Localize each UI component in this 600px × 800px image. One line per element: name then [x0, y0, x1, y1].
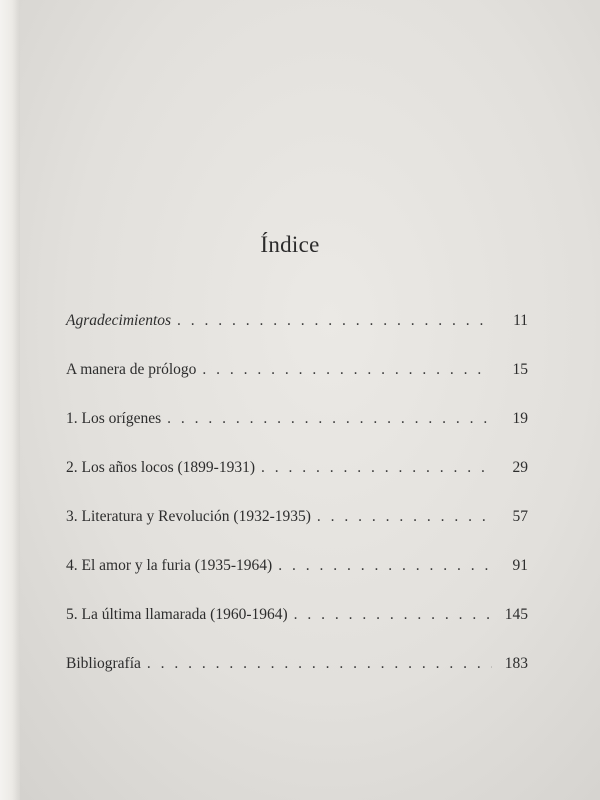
- toc-entry-chapter-5: [66, 606, 528, 655]
- toc-entry-prologo: [66, 361, 528, 410]
- table-of-contents: [66, 312, 528, 704]
- dot-leader: [202, 361, 492, 379]
- toc-entry-chapter-3: [66, 508, 528, 557]
- dot-leader: [177, 312, 492, 330]
- toc-entry-page: 29: [512, 459, 528, 476]
- toc-entry-page: 183: [504, 655, 528, 672]
- dot-leader: [261, 459, 492, 477]
- dot-leader: [167, 410, 492, 428]
- toc-entry-label: Agradecimientos: [66, 312, 172, 329]
- toc-entry-chapter-1: [66, 410, 528, 459]
- toc-entry-bibliografia: [66, 655, 528, 704]
- dot-leader: [317, 508, 492, 526]
- toc-entry-label: 4. El amor y la furia (1935-1964): [66, 557, 273, 574]
- toc-entry-page: 57: [512, 508, 528, 525]
- toc-entry-label: 3. Literatura y Revolución (1932-1935): [66, 508, 311, 525]
- toc-entry-page: 145: [504, 606, 528, 623]
- toc-entry-label: 2. Los años locos (1899-1931): [66, 459, 255, 476]
- toc-entry-label: A manera de prólogo: [66, 361, 197, 378]
- dot-leader: [278, 557, 492, 575]
- toc-entry-chapter-4: [66, 557, 528, 606]
- dot-leader: [294, 606, 492, 624]
- dot-leader: [147, 655, 492, 673]
- toc-entry-chapter-2: [66, 459, 528, 508]
- toc-entry-label: Bibliografía: [66, 655, 141, 672]
- page-title: Índice: [260, 232, 320, 257]
- toc-entry-agradecimientos: [66, 312, 528, 361]
- page-edge: [0, 0, 20, 800]
- toc-entry-page: 19: [512, 410, 528, 427]
- toc-entry-label: 1. Los orígenes: [66, 410, 162, 427]
- toc-entry-page: 11: [513, 312, 528, 329]
- toc-entry-page: 15: [512, 361, 528, 378]
- toc-entry-page: 91: [512, 557, 528, 574]
- toc-entry-label: 5. La última llamarada (1960-1964): [66, 606, 288, 623]
